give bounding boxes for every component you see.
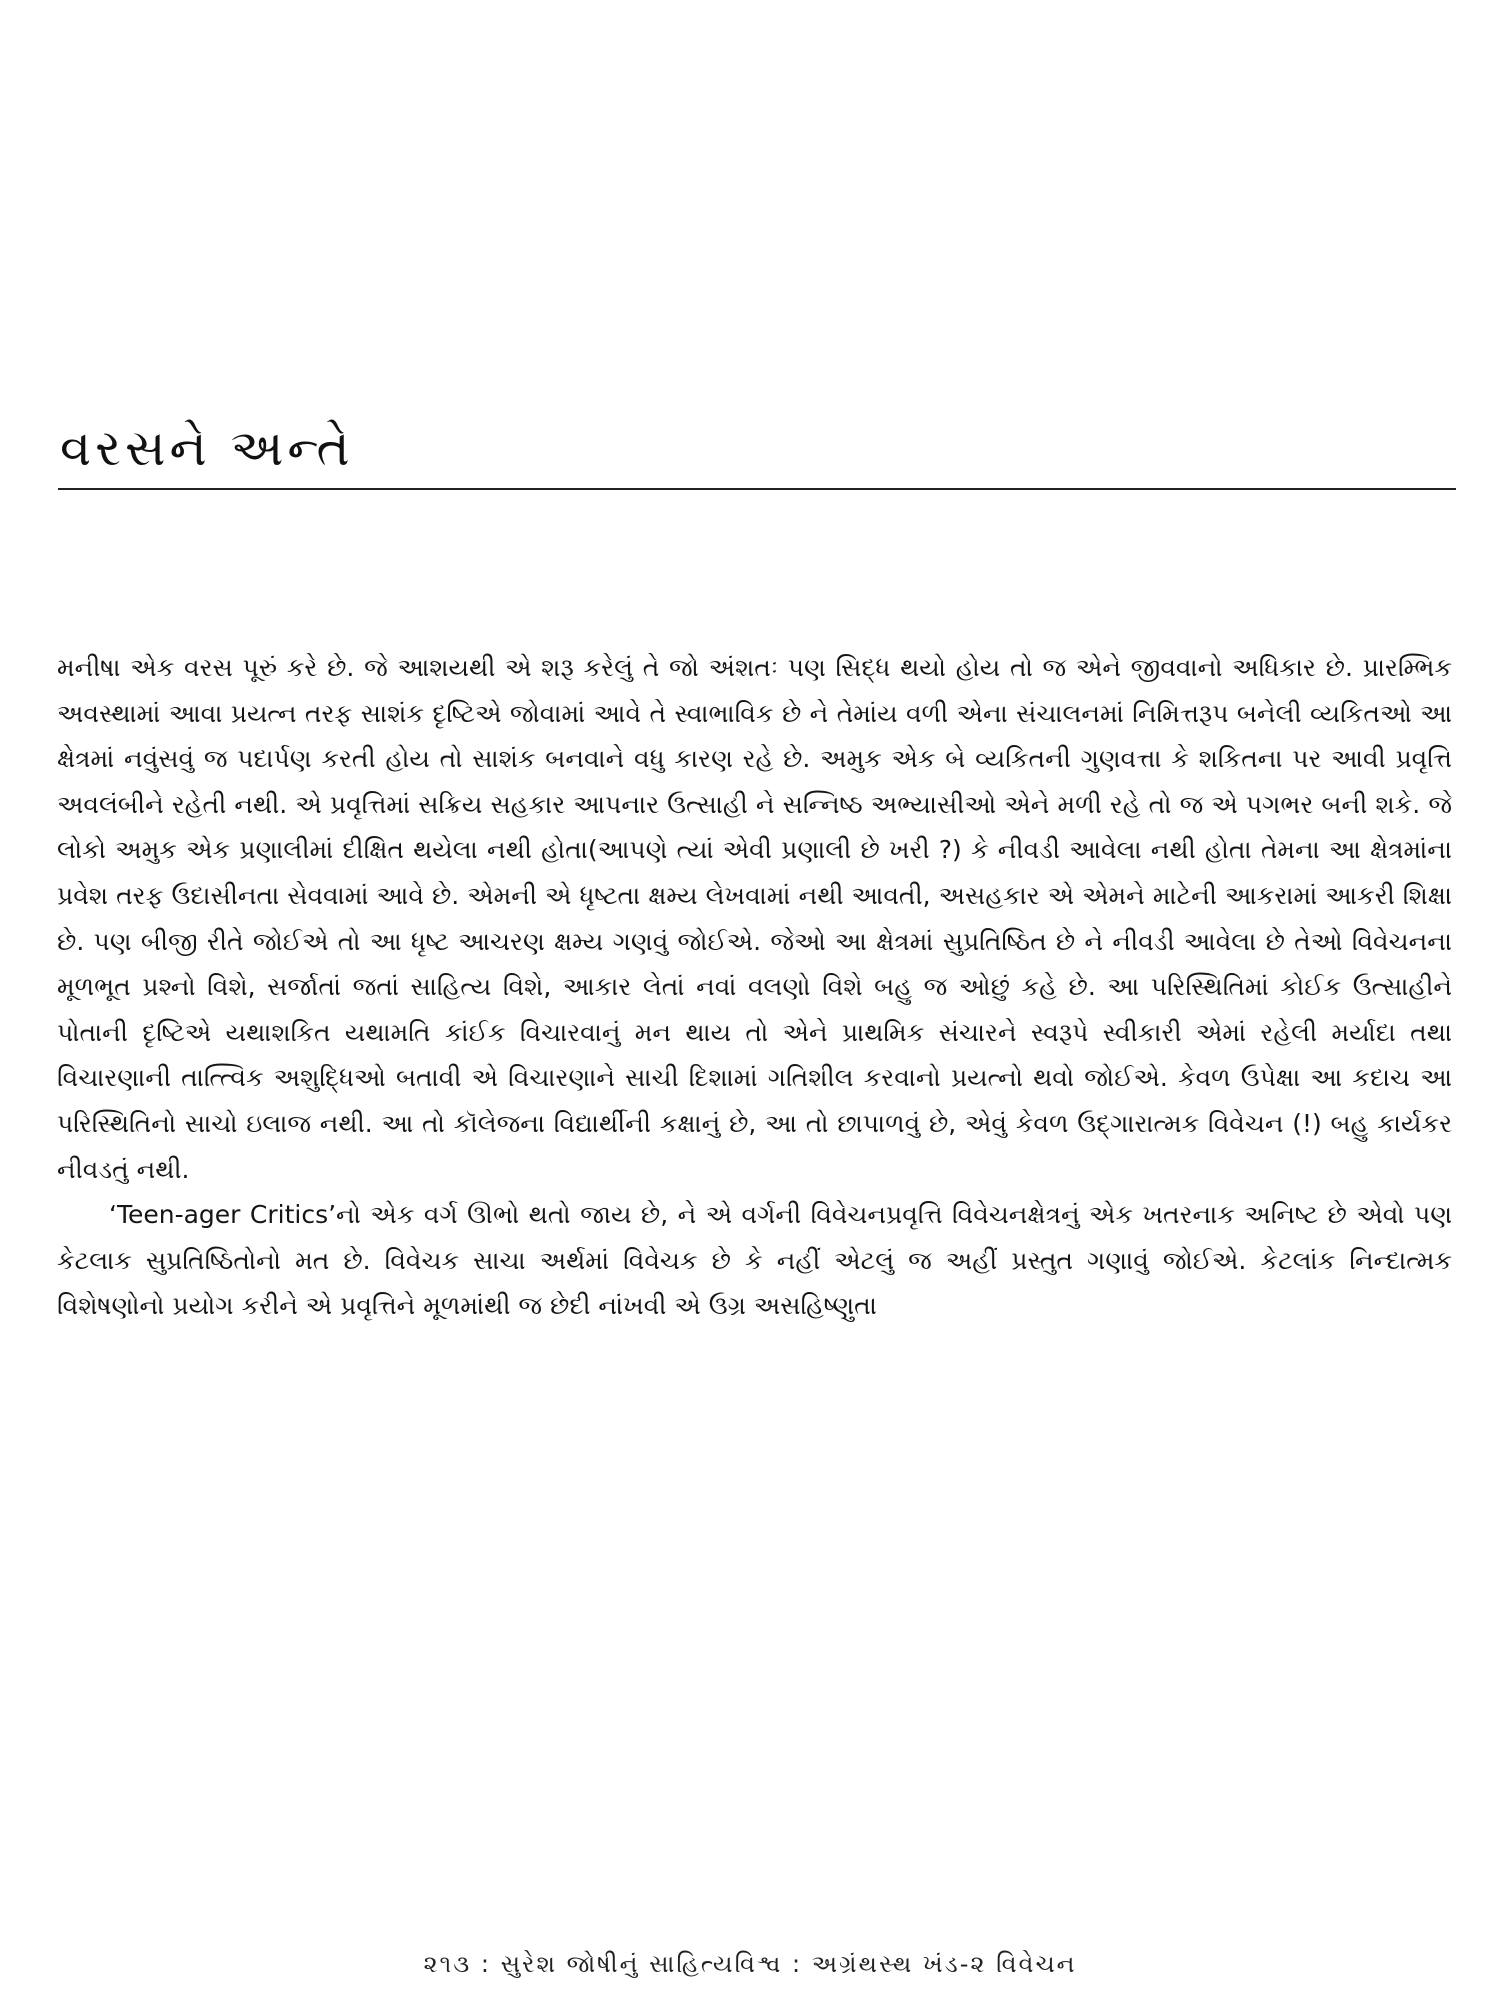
paragraph-2: ‘Teen-ager Critics’નો એક વર્ગ ઊભો થતો જાય છે, ને એ વર્ગની વિવેચનપ્રવૃત્તિ વિવેચનક્ષેત્રનું એક ખતરનાક અનિષ્ટ છે એવો પણ કેટલાક સુપ્રતિષ્ઠિતોનો મત છે. વિવેચક સાચા અર્થમાં વિવેચક છે કે નહીં એટલું જ અહીં પ્રસ્તુત ગણાવું જોઈએ. કેટલાંક નિન્દાત્મક વિશેષણોનો પ્રયોગ કરીને એ પ્રવૃત્તિને મૂળમાંથી જ છેદી નાંખવી એ ઉગ્ર અસહિષ્ણુતા: [57, 1200, 1452, 1321]
body-text: [57, 645, 1452, 1329]
page-footer: ૨૧૩ : સુરેશ જોષીનું સાહિત્યવિશ્વ : અગ્રંથસ્થ ખંડ-૨ વિવેચન: [423, 1950, 1077, 1978]
paragraph-1: મનીષા એક વરસ પૂરું કરે છે. જે આશયથી એ શરૂ કરેલું તે જો અંશતઃ પણ સિદ્ધ થયો હોય તો જ એને જીવવાનો અધિકાર છે. પ્રારમ્ભિક અવસ્થામાં આવા પ્રયત્ન તરફ સાશંક દૃષ્ટિએ જોવામાં આવે તે સ્વાભાવિક છે ને તેમાંય વળી એના સંચાલનમાં નિમિત્તરૂપ બનેલી વ્યકિતઓ આ ક્ષેત્રમાં નવુંસવું જ પદાર્પણ કરતી હોય તો સાશંક બનવાને વધુ કારણ રહે છે. અમુક એક બે વ્યકિતની ગુણવત્તા કે શકિતના પર આવી પ્રવૃત્તિ અવલંબીને રહેતી નથી. એ પ્રવૃત્તિમાં સક્રિય સહકાર આપનાર ઉત્સાહી ને સન્નિષ્ઠ અભ્યાસીઓ એને મળી રહે તો જ એ પગભર બની શકે. જે લોકો અમુક એક પ્રણાલીમાં દીક્ષિત થયેલા નથી હોતા(આપણે ત્યાં એવી પ્રણાલી છે ખરી ?) કે નીવડી આવેલા નથી હોતા તેમના આ ક્ષેત્રમાંના પ્રવેશ તરફ ઉદાસીનતા સેવવામાં આવે છે. એમની એ ધૃષ્ટતા ક્ષમ્ય લેખવામાં નથી આવતી, અસહકાર એ એમને માટેની આકરામાં આકરી શિક્ષા છે. પણ બીજી રીતે જોઈએ તો આ ધૃષ્ટ આચરણ ક્ષમ્ય ગણવું જોઈએ. જેઓ આ ક્ષેત્રમાં સુપ્રતિષ્ઠિત છે ને નીવડી આવેલા છે તેઓ વિવેચનના મૂળભૂત પ્રશ્નો વિશે, સર્જાતાં જતાં સાહિત્ય વિશે, આકાર લેતાં નવાં વલણો વિશે બહુ જ ઓછું કહે છે. આ પરિસ્થિતિમાં કોઈક ઉત્સાહીને પોતાની દૃષ્ટિએ યથાશકિત યથામતિ કાંઈક વિચારવાનું મન થાય તો એને પ્રાથમિક સંચારને સ્વરૂપે સ્વીકારી એમાં રહેલી મર્યાદા તથા વિચારણાની તાત્ત્વિક અશુદ્ધિઓ બતાવી એ વિચારણાને સાચી દિશામાં ગતિશીલ કરવાનો પ્રયત્નો થવો જોઈએ. કેવળ ઉપેક્ષા આ કદાચ આ પરિસ્થિતિનો સાચો ઇલાજ નથી. આ તો કૉલેજના વિદ્યાર્થીની કક્ષાનું છે, આ તો છાપાળવું છે, એવું કેવળ ઉદ્ગારાત્મક વિવેચન (!) બહુ કાર્યકર નીવડતું નથી.: [57, 653, 1452, 1184]
title-divider: [58, 488, 1456, 490]
chapter-title: વરસને અન્તે: [60, 419, 354, 477]
